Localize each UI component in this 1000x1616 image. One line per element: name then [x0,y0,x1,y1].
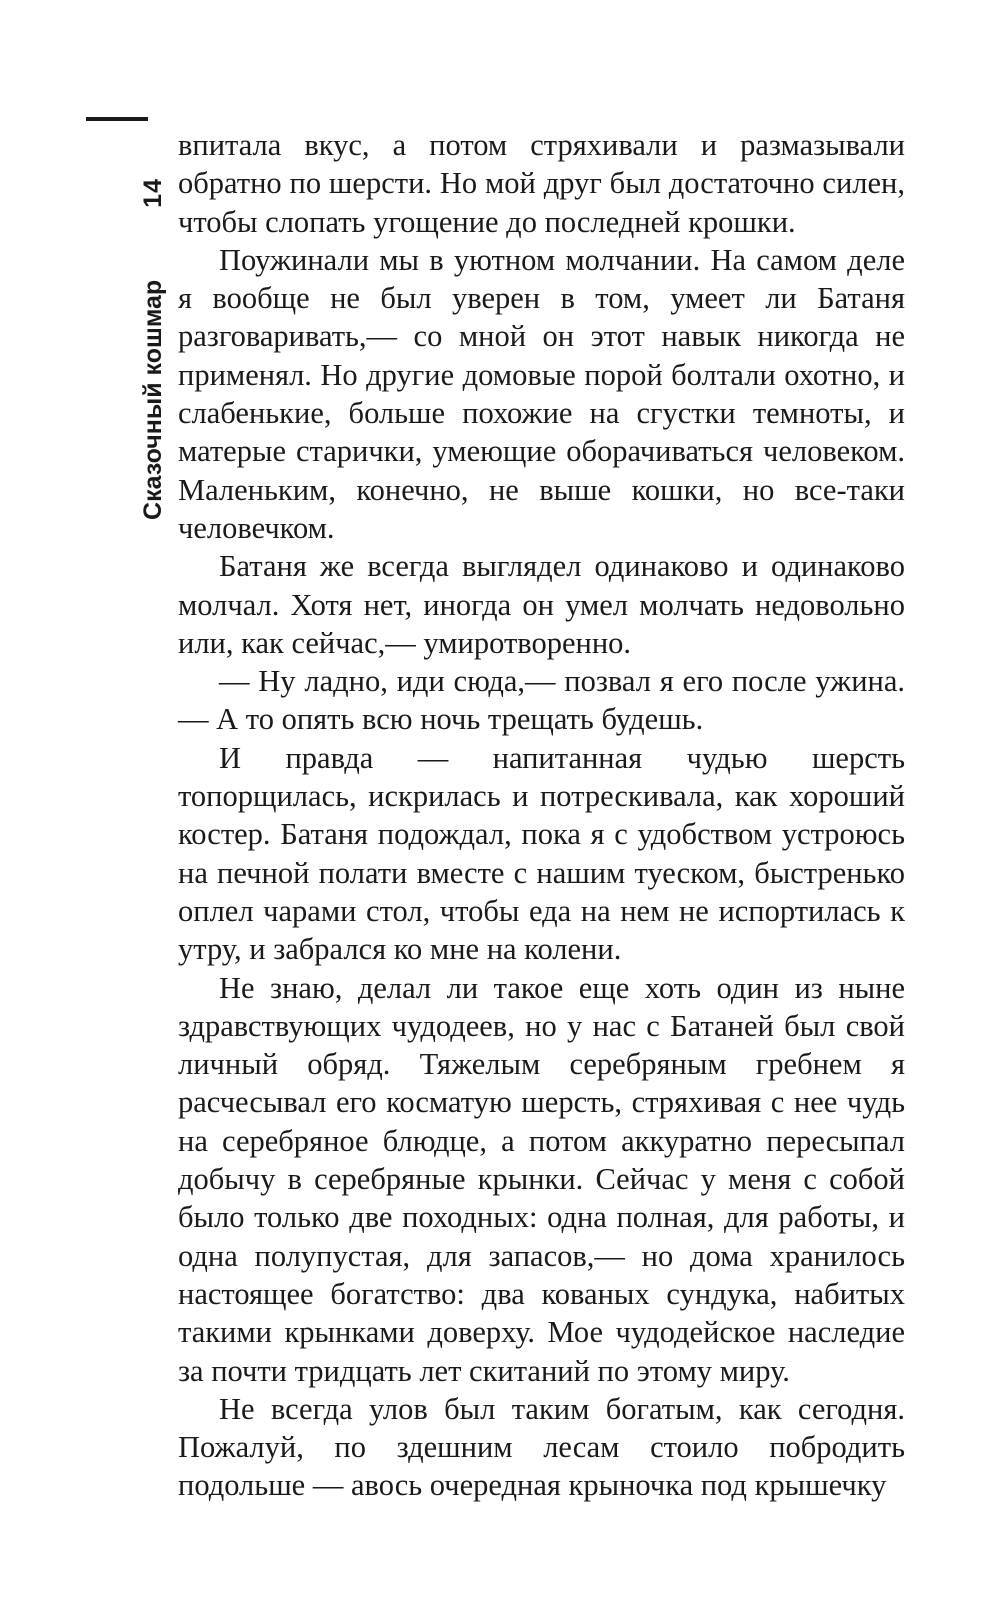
running-title: Сказочный кошмар [139,279,167,520]
paragraph: впитала вкус, а потом стряхивали и размазывали обратно по шерсти. Но мой друг был достаточно силен, чтобы слопать угощение до последней крошки. [178,128,905,239]
header-rule [86,117,148,121]
paragraph: Не всегда улов был таким богатым, как сегодня. Пожалуй, по здешним лесам стоило побродить подольше — авось очередная крыночка под крышечку [178,1391,905,1503]
paragraph: — Ну ладно, иди сюда,— позвал я его после ужина.— А то опять всю ночь трещать будешь. [178,664,905,737]
running-header [139,178,168,520]
paragraph: И правда — напитанная чудью шерсть топорщилась, искрилась и потрескивала, как хороший костер. Батаня подождал, пока я с удобством устроюсь на печной полати вместе с нашим туеском, быстренько оплел чарами стол, чтобы еда на нем не испортилась к утру, и забрался ко мне на колени. [178,740,905,967]
body-text [178,126,905,1505]
paragraph: Поужинали мы в уютном молчании. На самом деле я вообще не был уверен в том, умеет ли Батаня разговаривать,— со мной он этот навык никогда не применял. Но другие домовые порой болтали охотно, и слабенькие, больше похожие на сгустки темноты, и матерые старички, умеющие оборачиваться человеком. Маленьким, конечно, не выше кошки, но все-таки человечком. [178,242,905,545]
page-number: 14 [139,178,167,208]
paragraph: Не знаю, делал ли такое еще хоть один из ныне здравствующих чудодеев, но у нас с Батаней был свой личный обряд. Тяжелым серебряным гребнем я расчесывал его косматую шерсть, стряхивая с нее чудь на серебряное блюдце, а потом аккуратно пересыпал добычу в серебряные крынки. Сейчас у меня с собой было только две походных: одна полная, для работы, и одна полупустая, для запасов,— но дома хранилось настоящее богатство: два кованых сундука, набитых такими крынками доверху. Мое чудодейское наследие за почти тридцать лет скитаний по этому миру. [178,970,905,1388]
paragraph: Батаня же всегда выглядел одинаково и одинаково молчал. Хотя нет, иногда он умел молчать недовольно или, как сейчас,— умиротворенно. [178,549,905,660]
